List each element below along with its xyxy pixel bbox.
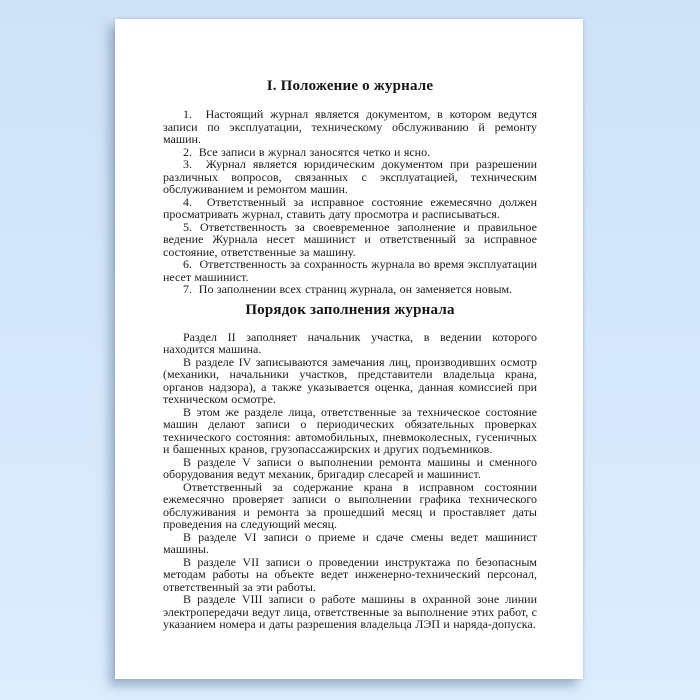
numbered-item-4: 4. Ответственный за исправное состояние ежемесячно должен просматривать журнал, ставить дату просмотра и расписываться. — [163, 194, 537, 221]
paragraph-section2-8: В разделе VIII записи о работе машины в охранной зоне линии электропередачи ведут лица, ответственные за выполнение этих работ, с указанием номера и даты разрешения владельца ЛЭП и наряда-допуска. — [163, 592, 537, 631]
document-page — [115, 19, 583, 679]
paragraph-section2-2: В разделе IV записываются замечания лиц, производивших осмотр (механики, начальники участков, представители владельца крана, органов надзора), а также указывается оценка, данная комиссией при техническом осмотре. — [163, 354, 537, 406]
paragraph-section2-7: В разделе VII записи о проведении инструктажа по безопасным методам работы на объекте ведет инженерно-технический персонал, ответственный за эти работы. — [163, 554, 537, 594]
numbered-item-2: 2. Все записи в журнал заносятся четко и ясно. — [183, 144, 431, 159]
section2-heading: Порядок заполнения журнала — [245, 301, 455, 318]
numbered-item-7: 7. По заполнении всех страниц журнала, он заменяется новым. — [183, 282, 513, 296]
paragraph-section2-6: В разделе VI записи о приеме и сдаче смены ведет машинист машины. — [163, 529, 537, 556]
paragraph-section2-1: Раздел II заполняет начальник участка, в ведении которого находится машина. — [163, 329, 537, 356]
section1-heading: I. Положение о журнале — [266, 78, 434, 94]
paragraph-section2-5: Ответственный за содержание крана в исправном состоянии ежемесячно проверяет записи о выполнении графика технического обслуживания и ремонта за прошедший месяц и проставляет даты проведения на следующий месяц. — [163, 479, 537, 531]
numbered-item-3: 3. Журнал является юридическим документом при разрешении различных вопросов, связанных с эксплуатацией, техническим обслуживанием и ремонтом машин. — [163, 157, 537, 196]
paragraph-section2-4: В разделе V записи о выполнении ремонта машины и сменного оборудования ведут механик, бригадир слесарей и машинист. — [163, 454, 537, 481]
numbered-item-1: 1. Настоящий журнал является документом, в котором ведутся записи по эксплуатации, техническому обслуживанию й ремонту машин. — [163, 107, 537, 146]
paragraph-section2-3: В этом же разделе лица, ответственные за техническое состояние машин делают записи о периодических обязательных проверках технического состояния: автомобильных, пневмоколесных, гусеничных и башенных кранов, грузопассажирских и других подъемников. — [163, 404, 537, 456]
numbered-item-6: 6. Ответственность за сохранность журнала во время эксплуатации несет машинист. — [163, 257, 537, 284]
numbered-item-5: 5. Ответственность за своевременное заполнение и правильное ведение Журнала несет машинист и ответственный за исправное состояние, ответственные за машину. — [163, 219, 537, 259]
